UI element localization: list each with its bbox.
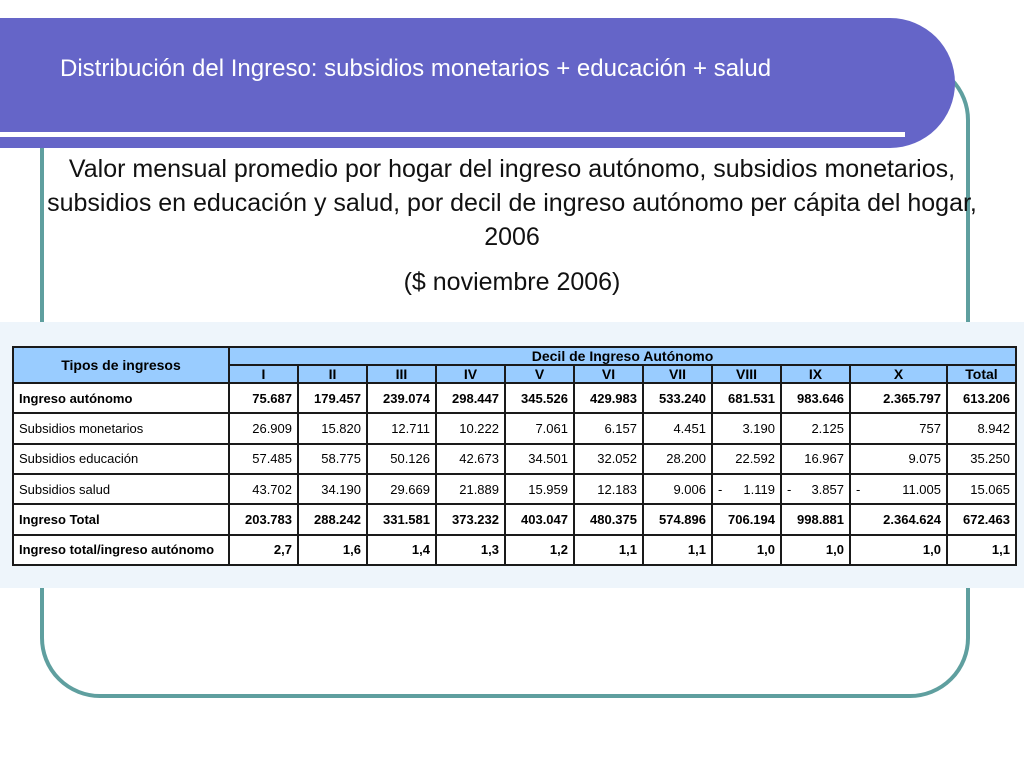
table-cell xyxy=(781,413,850,443)
table-cell xyxy=(298,474,367,504)
negative-sign: - xyxy=(787,481,792,497)
table-cell xyxy=(367,444,436,474)
table-cell xyxy=(298,504,367,534)
table-cell xyxy=(367,413,436,443)
table-cell xyxy=(574,474,643,504)
table-caption: Valor mensual promedio por hogar del ingreso autónomo, subsidios monetarios, subsidios en educación y salud, por decil de ingreso autónomo per cápita del hogar, 2006 xyxy=(47,155,977,251)
table-cell xyxy=(781,444,850,474)
cell-value: 3.190 xyxy=(742,420,775,436)
table-cell xyxy=(643,413,712,443)
table-cell xyxy=(643,383,712,413)
table-row xyxy=(13,474,1016,504)
cell-value: 757 xyxy=(919,420,941,436)
table-cell xyxy=(574,444,643,474)
row-label: Ingreso autónomo xyxy=(13,383,229,413)
units-note: ($ noviembre 2006) xyxy=(403,268,621,296)
table-cell xyxy=(367,504,436,534)
table-cell xyxy=(436,383,505,413)
table-cell xyxy=(947,535,1016,565)
cell-value: 203.783 xyxy=(245,511,292,527)
cell-value: 32.052 xyxy=(597,451,637,467)
title-underline xyxy=(0,132,905,137)
table-cell xyxy=(505,474,574,504)
cell-value: 1,0 xyxy=(756,542,775,558)
row-label: Subsidios educación xyxy=(13,444,229,474)
column-header: I xyxy=(229,365,298,383)
cell-value: 298.447 xyxy=(452,390,499,406)
cell-value: 26.909 xyxy=(252,420,292,436)
table-cell xyxy=(850,413,947,443)
cell-value: 574.896 xyxy=(659,511,706,527)
table-cell xyxy=(781,383,850,413)
table-cell xyxy=(298,535,367,565)
row-label: Subsidios salud xyxy=(13,474,229,504)
cell-value: 2.364.624 xyxy=(883,511,941,527)
table-cell xyxy=(850,383,947,413)
table-cell xyxy=(505,413,574,443)
cell-value: 10.222 xyxy=(459,420,499,436)
cell-value: 331.581 xyxy=(383,511,430,527)
cell-value: 58.775 xyxy=(321,451,361,467)
table-cell xyxy=(643,504,712,534)
decile-group-header: Decil de Ingreso Autónomo xyxy=(229,347,1016,365)
cell-value: 613.206 xyxy=(963,390,1010,406)
cell-value: 533.240 xyxy=(659,390,706,406)
table-cell xyxy=(574,504,643,534)
cell-value: 1.119 xyxy=(743,481,775,497)
table-cell xyxy=(229,413,298,443)
column-header: IX xyxy=(781,365,850,383)
cell-value: 1,2 xyxy=(549,542,568,558)
table-cell xyxy=(367,383,436,413)
cell-value: 1,1 xyxy=(618,542,637,558)
cell-value: 22.592 xyxy=(735,451,775,467)
column-header: II xyxy=(298,365,367,383)
table-cell xyxy=(298,444,367,474)
table-cell xyxy=(505,383,574,413)
cell-value: 16.967 xyxy=(804,451,844,467)
table-row xyxy=(13,504,1016,534)
cell-value: 2.125 xyxy=(811,420,844,436)
table-cell xyxy=(850,474,947,504)
column-header: Total xyxy=(947,365,1016,383)
table-cell xyxy=(643,474,712,504)
negative-sign: - xyxy=(856,481,861,497)
cell-value: 15.820 xyxy=(321,420,361,436)
table-cell xyxy=(781,504,850,534)
column-header: VI xyxy=(574,365,643,383)
cell-value: 345.526 xyxy=(521,390,568,406)
cell-value: 42.673 xyxy=(459,451,499,467)
table-cell xyxy=(643,444,712,474)
cell-value: 1,1 xyxy=(991,542,1010,558)
cell-value: 43.702 xyxy=(252,481,292,497)
table-cell xyxy=(947,383,1016,413)
cell-value: 1,0 xyxy=(922,542,941,558)
table-cell xyxy=(367,474,436,504)
cell-value: 983.646 xyxy=(797,390,844,406)
cell-value: 1,1 xyxy=(687,542,706,558)
table-cell xyxy=(229,383,298,413)
cell-value: 11.005 xyxy=(902,481,941,497)
table-cell xyxy=(781,474,850,504)
cell-value: 6.157 xyxy=(604,420,637,436)
cell-value: 21.889 xyxy=(459,481,499,497)
table-cell xyxy=(436,535,505,565)
table-cell xyxy=(712,504,781,534)
table-cell xyxy=(436,474,505,504)
table-cell xyxy=(436,444,505,474)
cell-value: 706.194 xyxy=(728,511,775,527)
table-cell xyxy=(574,535,643,565)
table-cell xyxy=(947,504,1016,534)
cell-value: 681.531 xyxy=(728,390,775,406)
table-cell xyxy=(947,474,1016,504)
cell-value: 34.190 xyxy=(321,481,361,497)
income-distribution-table xyxy=(12,346,1017,566)
table-cell xyxy=(229,474,298,504)
cell-value: 1,4 xyxy=(411,542,430,558)
cell-value: 2.365.797 xyxy=(883,390,941,406)
cell-value: 35.250 xyxy=(970,451,1010,467)
row-label: Ingreso total/ingreso autónomo xyxy=(13,535,229,565)
title-banner xyxy=(0,18,955,148)
cell-value: 1,6 xyxy=(342,542,361,558)
cell-value: 8.942 xyxy=(977,420,1010,436)
table-cell xyxy=(781,535,850,565)
cell-value: 15.065 xyxy=(970,481,1010,497)
cell-value: 28.200 xyxy=(666,451,706,467)
table-cell xyxy=(367,535,436,565)
table-cell xyxy=(505,504,574,534)
cell-value: 7.061 xyxy=(535,420,568,436)
table-cell xyxy=(712,413,781,443)
table-row xyxy=(13,535,1016,565)
table-row xyxy=(13,413,1016,443)
cell-value: 1,3 xyxy=(480,542,499,558)
table-cell xyxy=(436,504,505,534)
table-cell xyxy=(229,504,298,534)
table-cell xyxy=(298,383,367,413)
table-cell xyxy=(643,535,712,565)
table-cell xyxy=(229,444,298,474)
table-body xyxy=(13,383,1016,565)
row-label: Ingreso Total xyxy=(13,504,229,534)
table-cell xyxy=(712,383,781,413)
table-cell xyxy=(850,535,947,565)
table-cell xyxy=(574,383,643,413)
table-cell xyxy=(505,535,574,565)
negative-sign: - xyxy=(718,481,723,497)
cell-value: 2,7 xyxy=(273,542,292,558)
cell-value: 672.463 xyxy=(963,511,1010,527)
table-cell xyxy=(947,413,1016,443)
column-header: X xyxy=(850,365,947,383)
cell-value: 57.485 xyxy=(252,451,292,467)
cell-value: 1,0 xyxy=(825,542,844,558)
cell-value: 50.126 xyxy=(390,451,430,467)
table-cell xyxy=(712,474,781,504)
cell-value: 429.983 xyxy=(590,390,637,406)
cell-value: 288.242 xyxy=(314,511,361,527)
cell-value: 4.451 xyxy=(673,420,706,436)
table-row xyxy=(13,383,1016,413)
row-header-cell: Tipos de ingresos xyxy=(13,347,229,383)
table-cell xyxy=(712,535,781,565)
column-header: V xyxy=(505,365,574,383)
cell-value: 998.881 xyxy=(797,511,844,527)
cell-value: 403.047 xyxy=(521,511,568,527)
table-cell xyxy=(229,535,298,565)
cell-value: 75.687 xyxy=(252,390,292,406)
cell-value: 29.669 xyxy=(390,481,430,497)
column-header: III xyxy=(367,365,436,383)
cell-value: 34.501 xyxy=(528,451,568,467)
cell-value: 9.006 xyxy=(673,481,706,497)
cell-value: 239.074 xyxy=(383,390,430,406)
cell-value: 12.183 xyxy=(597,481,637,497)
table-cell xyxy=(574,413,643,443)
cell-value: 12.711 xyxy=(391,420,430,436)
cell-value: 3.857 xyxy=(811,481,844,497)
cell-value: 179.457 xyxy=(314,390,361,406)
cell-value: 15.959 xyxy=(528,481,568,497)
slide-title: Distribución del Ingreso: subsidios monetarios + educación + salud xyxy=(60,55,772,82)
table-cell xyxy=(505,444,574,474)
column-header: VIII xyxy=(712,365,781,383)
row-label: Subsidios monetarios xyxy=(13,413,229,443)
table-cell xyxy=(850,504,947,534)
table-cell xyxy=(947,444,1016,474)
cell-value: 373.232 xyxy=(452,511,499,527)
table-cell xyxy=(436,413,505,443)
cell-value: 480.375 xyxy=(590,511,637,527)
table-cell xyxy=(298,413,367,443)
cell-value: 9.075 xyxy=(908,451,941,467)
table-cell xyxy=(712,444,781,474)
table-cell xyxy=(850,444,947,474)
column-header: IV xyxy=(436,365,505,383)
column-header: VII xyxy=(643,365,712,383)
table-row xyxy=(13,444,1016,474)
